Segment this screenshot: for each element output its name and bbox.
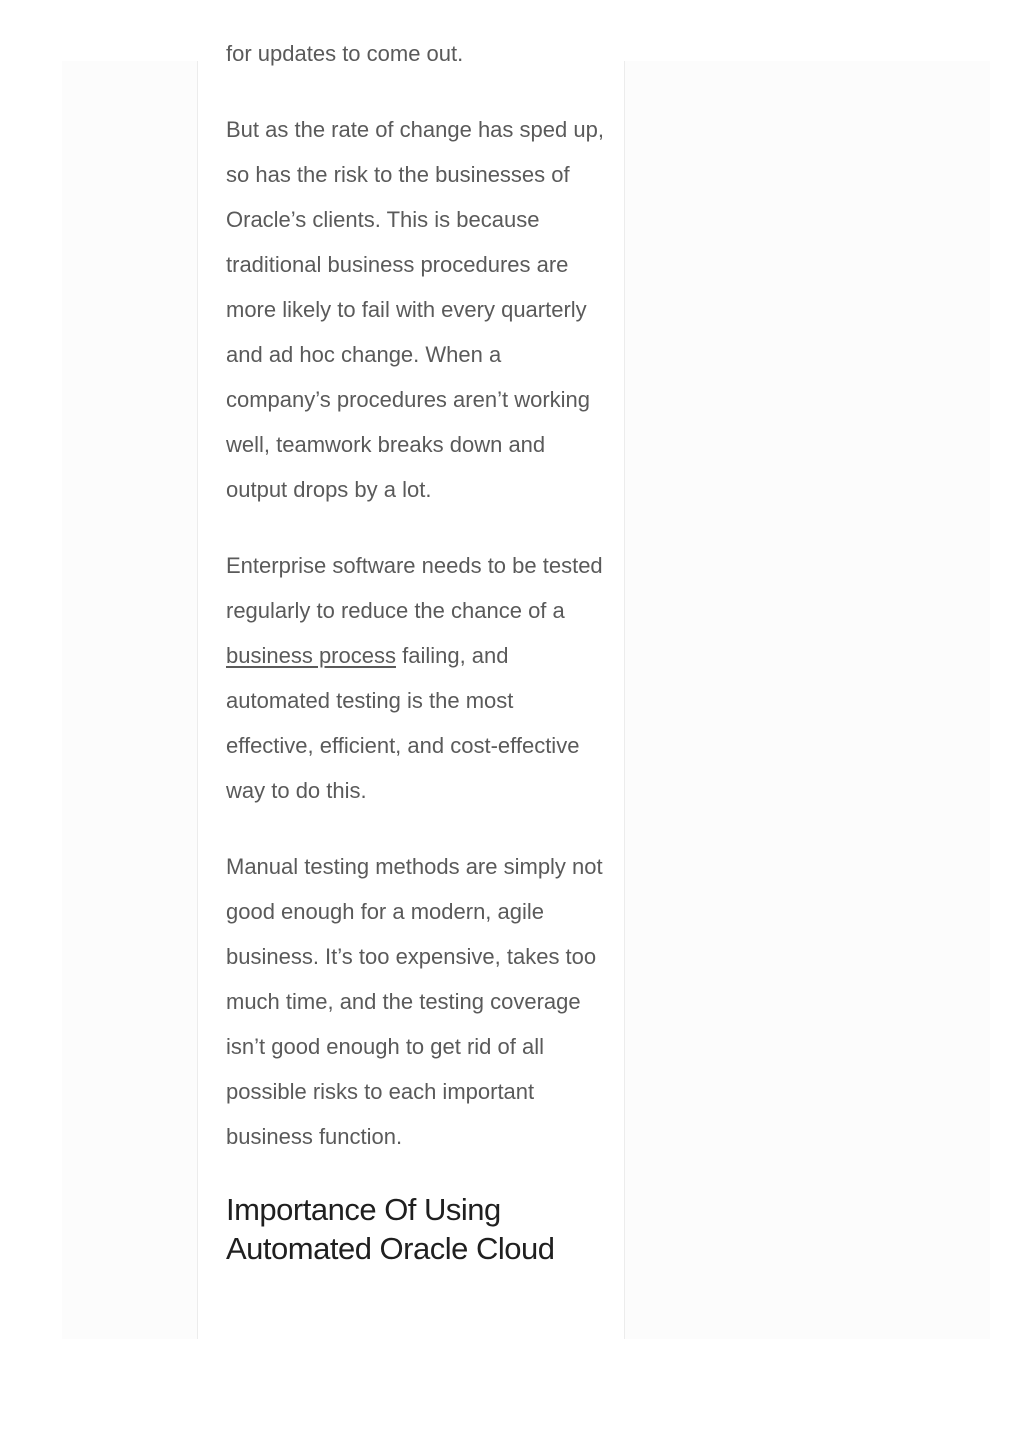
business-process-link[interactable]: business process [226, 643, 396, 668]
paragraph-risk: But as the rate of change has sped up, so has the risk to the businesses of Oracle’s clients. This is because traditional business procedures are more likely to fail with every quarterly and ad hoc change. When a company’s procedures aren’t working well, teamwork breaks down and output drops by a lot. [226, 117, 604, 502]
paragraph-manual-testing: Manual testing methods are simply not good enough for a modern, agile business. It’s too expensive, takes too much time, and the testing coverage isn’t good enough to get rid of all possible risks to each important business function. [226, 854, 603, 1149]
paragraph-testing-after: failing, and automated testing is the most effective, efficient, and cost-effective way to do this. [226, 643, 580, 803]
section-heading: Importance Of Using Automated Oracle Cloud [226, 1192, 555, 1266]
paragraph-updates: for updates to come out. [226, 41, 464, 66]
paragraph-testing-before: Enterprise software needs to be tested regularly to reduce the chance of a [226, 553, 603, 623]
page-background [62, 41, 990, 1339]
article-body [226, 31, 606, 1268]
article-column [197, 41, 625, 1339]
paragraph-testing [226, 543, 606, 813]
